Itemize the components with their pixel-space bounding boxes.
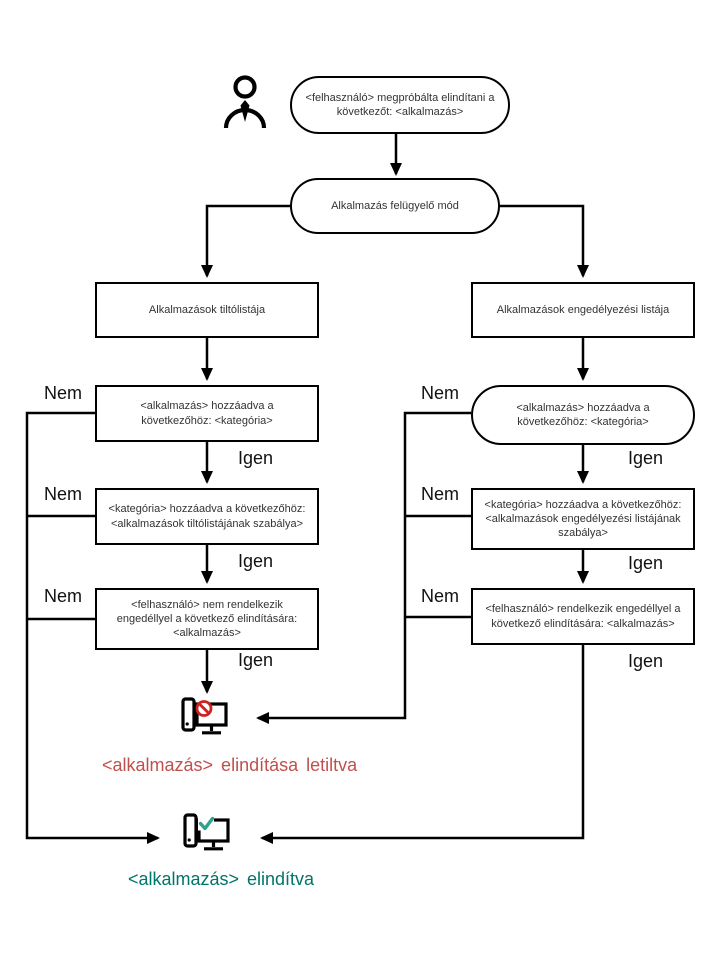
flow-node-allowlist-label: Alkalmazások engedélyezési listája [496,303,670,316]
branch-label-yes-denylist-3: Igen [238,650,274,670]
flow-node-denylist [95,282,319,338]
flow-node-allowlist-category [471,385,695,445]
flow-node-allowlist [471,282,695,338]
arrow-allowlist-step3-to-launched [262,645,583,838]
branch-label-yes-allowlist-1: Igen [628,448,664,468]
flow-node-start [290,76,510,134]
flow-node-denylist-permission-label: <felhasználó> nem rendelkezik engedéllyel a következő elindítására: <alkalmazás> [116,598,298,640]
arrow-mode-to-denylist [207,206,290,276]
branch-label-yes-denylist-1: Igen [238,448,274,468]
flow-node-denylist-rule-label: <kategória> hozzáadva a következőhöz: <alkalmazások tiltólistájának szabálya> [108,503,306,530]
flow-node-mode [290,178,500,234]
flow-node-denylist-label: Alkalmazások tiltólistája [148,303,266,316]
flow-node-denylist-permission [95,588,319,650]
branch-label-yes-allowlist-2: Igen [628,553,664,573]
branch-label-yes-denylist-2: Igen [238,551,274,571]
branch-label-no-allowlist-3: Nem [421,586,460,606]
flow-node-denylist-category [95,385,319,442]
flow-node-allowlist-permission [471,588,695,645]
branch-label-no-denylist-2: Nem [44,484,83,504]
outcome-launched-label: <alkalmazás> elindítva [127,869,315,889]
flow-node-mode-label: Alkalmazás felügyelő mód [331,199,459,212]
flow-node-allowlist-rule-label: <kategória> hozzáadva a következőhöz: <alkalmazások engedélyezési listájának szabálya> [484,498,682,540]
flow-node-allowlist-category-label: <alkalmazás> hozzáadva a következőhöz: <kategória> [516,401,650,428]
arrow-mode-to-allowlist [500,206,583,276]
branch-label-no-denylist-1: Nem [44,383,83,403]
arrow-allowlist-no-to-blocked [258,413,471,718]
flow-node-denylist-category-label: <alkalmazás> hozzáadva a következőhöz: <kategória> [140,400,274,427]
flow-node-allowlist-rule [471,488,695,550]
computer-blocked-icon [181,697,233,741]
flow-node-denylist-rule [95,488,319,545]
branch-label-no-allowlist-2: Nem [421,484,460,504]
user-icon [221,74,269,130]
flow-node-start-label: <felhasználó> megpróbálta elindítani a következőt: <alkalmazás> [305,91,495,118]
outcome-blocked-label: <alkalmazás> elindítása letiltva [102,755,358,775]
branch-label-yes-allowlist-3: Igen [628,651,664,671]
branch-label-no-allowlist-1: Nem [421,383,460,403]
computer-launched-icon [183,813,235,857]
branch-label-no-denylist-3: Nem [44,586,83,606]
flow-node-allowlist-permission-label: <felhasználó> rendelkezik engedéllyel a következő elindítására: <alkalmazás> [485,603,681,630]
